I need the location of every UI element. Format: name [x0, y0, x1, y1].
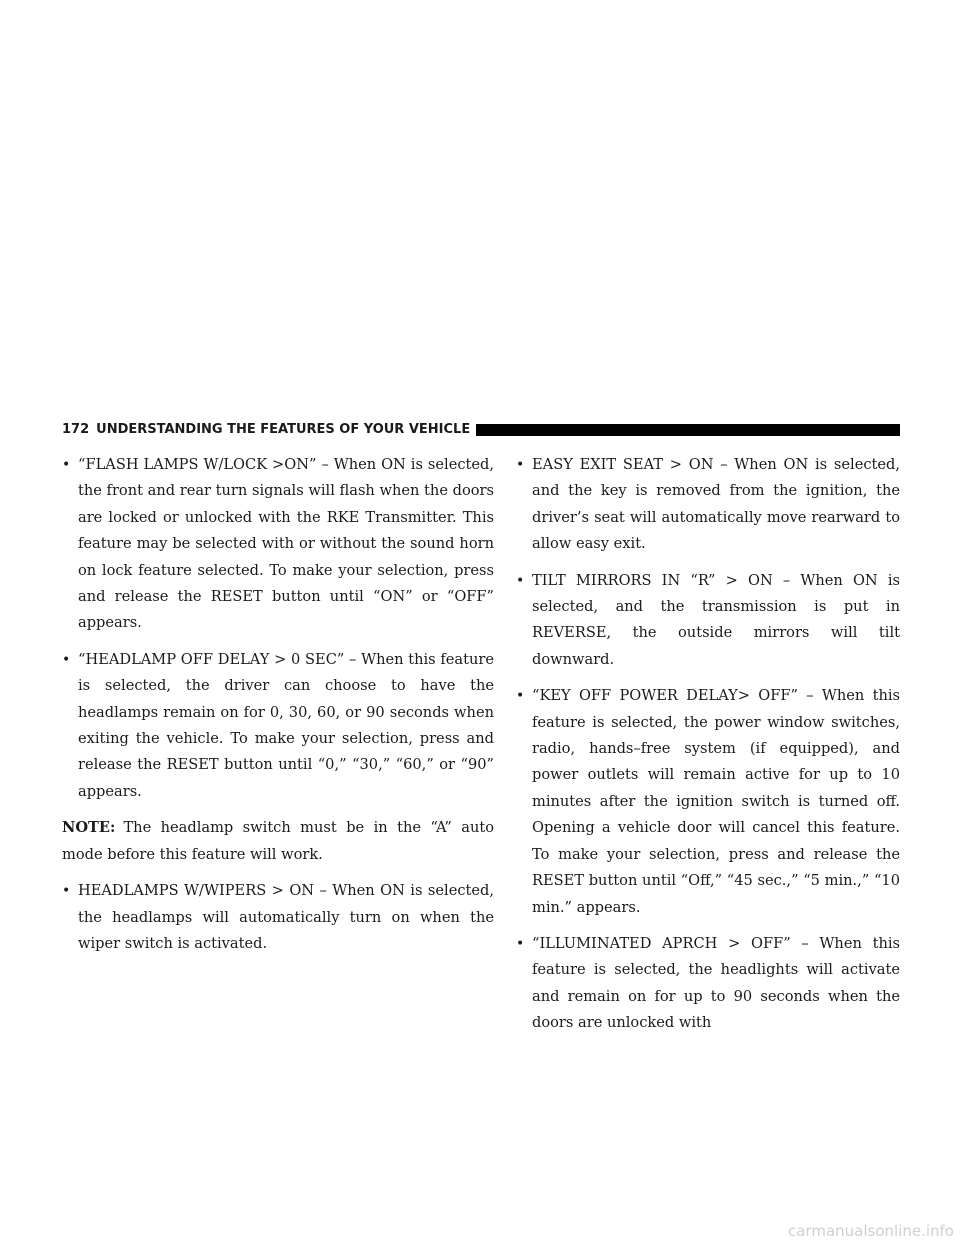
section-title: UNDERSTANDING THE FEATURES OF YOUR VEHICLE: [96, 421, 471, 437]
bullet-item: [516, 931, 900, 1037]
bullet-text: EASY EXIT SEAT > ON – When ON is selected, and the key is removed from the ignition, the driver’s seat will automatically move rearward to allow easy exit.: [532, 456, 900, 553]
bullet-item: [62, 878, 494, 957]
bullet-icon: •: [516, 457, 525, 473]
note-text: The headlamp switch must be in the “A” auto mode before this feature will work.: [62, 819, 494, 863]
bullet-item: [516, 452, 900, 558]
note-paragraph: [62, 815, 494, 868]
bullet-item: [516, 683, 900, 921]
bullet-text: “HEADLAMP OFF DELAY > 0 SEC” – When this feature is selected, the driver can choose to have the headlamps remain on for 0, 30, 60, or 90 seconds when exiting the vehicle. To make your selection, press and release the RESET button until “0,” “30,” “60,” or “90” appears.: [78, 650, 494, 800]
bullet-icon: •: [516, 935, 525, 952]
bullet-item: [62, 452, 494, 637]
bullet-text: “ILLUMINATED APRCH > OFF” – When this feature is selected, the headlights will activate and remain on for up to 90 seconds when the doors are unlocked with: [532, 934, 900, 1032]
right-column: [516, 452, 900, 1047]
watermark-text: carmanualsonline.info: [788, 1222, 954, 1240]
bullet-icon: •: [516, 688, 525, 705]
bullet-icon: •: [62, 457, 71, 473]
bullet-icon: •: [516, 572, 525, 589]
bullet-text: “KEY OFF POWER DELAY> OFF” – When this feature is selected, the power window switches, radio, hands–free system (if equipped), and power outlets will remain active for up to 10 minutes after the ignition switch is turned off. Opening a vehicle door will cancel this feature. To make your selection, press and release the RESET button until “Off,” “45 sec.,” “5 min.,” “10 min.” appears.: [532, 687, 900, 916]
bullet-text: HEADLAMPS W/WIPERS > ON – When ON is selected, the headlamps will automatically turn on when the wiper switch is activated.: [78, 882, 494, 952]
header-rule-bar: [476, 424, 900, 436]
page-header: [62, 418, 900, 440]
note-label: NOTE:: [62, 819, 116, 837]
left-column: [62, 452, 494, 967]
bullet-text: TILT MIRRORS IN “R” > ON – When ON is selected, and the transmission is put in REVERSE, the outside mirrors will tilt downward.: [532, 571, 900, 668]
bullet-item: [516, 568, 900, 674]
bullet-item: [62, 647, 494, 805]
bullet-text: “FLASH LAMPS W/LOCK >ON” – When ON is selected, the front and rear turn signals will flash when the doors are locked or unlocked with the RKE Transmitter. This feature may be selected with or without the sound horn on lock feature selected. To make your selection, press and release the RESET button until “ON” or “OFF” appears.: [78, 456, 494, 632]
page-number: 172: [62, 421, 90, 437]
bullet-icon: •: [62, 651, 71, 668]
bullet-icon: •: [62, 883, 71, 900]
